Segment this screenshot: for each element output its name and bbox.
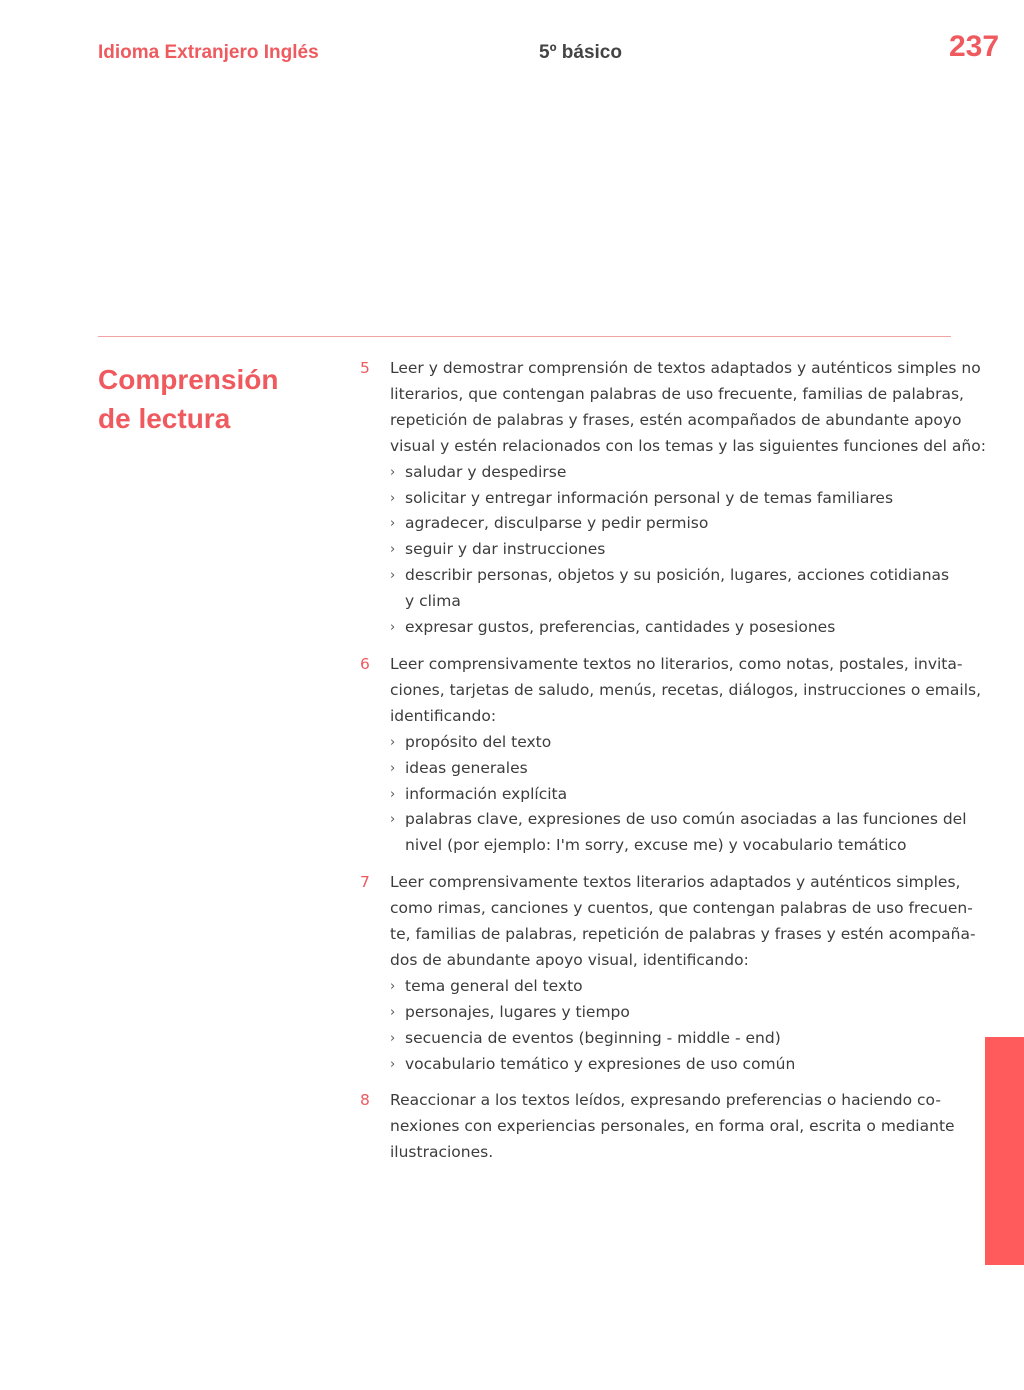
bullet-text-line: solicitar y entregar información personal y de temas familiares xyxy=(405,488,894,507)
objective-item xyxy=(360,356,986,641)
objective-item xyxy=(360,652,982,859)
bullet-text-line: secuencia de eventos (beginning - middle - end) xyxy=(405,1028,781,1047)
bullet-marker-icon: › xyxy=(390,1056,396,1072)
bullet-item xyxy=(390,1000,960,1026)
section-title-line: Comprensión xyxy=(98,364,279,395)
bullet-text-line: ideas generales xyxy=(405,758,528,777)
objective-text-line: Leer y demostrar comprensión de textos adaptados y auténticos simples no xyxy=(390,359,981,377)
objectives-list xyxy=(360,356,986,1177)
bullet-marker-icon: › xyxy=(390,734,396,750)
bullet-item xyxy=(390,460,960,486)
section-title-line: de lectura xyxy=(98,403,231,434)
bullet-item xyxy=(390,730,960,756)
bullet-text-line: personajes, lugares y tiempo xyxy=(405,1002,630,1021)
objective-number: 7 xyxy=(360,873,370,892)
page-number: 237 xyxy=(949,30,1000,63)
bullet-marker-icon: › xyxy=(390,490,396,506)
bullet-text-line: palabras clave, expresiones de uso común asociadas a las funciones del xyxy=(405,810,967,829)
bullet-item xyxy=(390,537,960,563)
side-tab-marker xyxy=(985,1037,1024,1265)
bullet-item xyxy=(390,563,960,615)
bullet-item xyxy=(390,486,960,512)
grade-label: 5º básico xyxy=(539,42,622,63)
bullet-marker-icon: › xyxy=(390,786,396,802)
bullet-item xyxy=(390,511,960,537)
objective-number: 8 xyxy=(360,1091,370,1110)
bullet-text-line: nivel (por ejemplo: I'm sorry, excuse me) y vocabulario temático xyxy=(405,836,907,855)
objective-text-line: Leer comprensivamente textos no literarios, como notas, postales, invita- xyxy=(390,654,963,673)
objective-text-line: visual y estén relacionados con los temas y las siguientes funciones del año: xyxy=(390,436,986,455)
bullet-marker-icon: › xyxy=(390,542,396,558)
bullet-text-line: tema general del texto xyxy=(405,976,583,995)
objective-text-line: dos de abundante apoyo visual, identificando: xyxy=(390,950,749,969)
objective-text-line: ilustraciones. xyxy=(390,1143,494,1162)
bullet-text-line: información explícita xyxy=(405,784,568,803)
objective-text-line: identificando: xyxy=(390,706,497,725)
bullet-item xyxy=(390,615,960,641)
bullet-marker-icon: › xyxy=(390,516,396,532)
bullet-text-line: describir personas, objetos y su posición, lugares, acciones cotidianas xyxy=(405,566,950,585)
bullet-item xyxy=(390,782,960,808)
objective-text-line: Reaccionar a los textos leídos, expresando preferencias o haciendo co- xyxy=(390,1091,941,1110)
objective-number: 5 xyxy=(360,359,370,377)
bullet-marker-icon: › xyxy=(390,568,396,584)
objective-text-line: ciones, tarjetas de saludo, menús, recetas, diálogos, instrucciones o emails, xyxy=(390,680,982,699)
bullet-item xyxy=(390,1052,960,1078)
objective-number: 6 xyxy=(360,654,370,673)
bullet-text-line: expresar gustos, preferencias, cantidades y posesiones xyxy=(405,618,836,637)
bullet-item xyxy=(390,1026,960,1052)
bullet-marker-icon: › xyxy=(390,1030,396,1046)
bullet-text-line: seguir y dar instrucciones xyxy=(405,540,606,559)
bullet-text-line: saludar y despedirse xyxy=(405,462,567,481)
subject-title: Idioma Extranjero Inglés xyxy=(98,42,319,63)
objective-text-line: Leer comprensivamente textos literarios adaptados y auténticos simples, xyxy=(390,873,961,892)
objective-text-line: te, familias de palabras, repetición de palabras y frases y estén acompaña- xyxy=(390,925,976,944)
bullet-item xyxy=(390,756,960,782)
bullet-text-line: y clima xyxy=(405,592,461,611)
bullet-item xyxy=(390,974,960,1000)
bullet-marker-icon: › xyxy=(390,812,396,828)
bullet-text-line: vocabulario temático y expresiones de uso común xyxy=(405,1054,796,1073)
bullet-marker-icon: › xyxy=(390,760,396,776)
section-title xyxy=(98,360,328,438)
objective-text-line: nexiones con experiencias personales, en forma oral, escrita o mediante xyxy=(390,1117,955,1136)
section-divider xyxy=(98,336,951,337)
objective-item xyxy=(360,1088,960,1166)
bullet-text-line: propósito del texto xyxy=(405,732,552,751)
bullet-marker-icon: › xyxy=(390,978,396,994)
bullet-text-line: agradecer, disculparse y pedir permiso xyxy=(405,514,709,533)
bullet-item xyxy=(390,807,967,859)
objective-text-line: repetición de palabras y frases, estén acompañados de abundante apoyo xyxy=(390,410,962,429)
objective-item xyxy=(360,870,976,1077)
bullet-marker-icon: › xyxy=(390,620,396,636)
bullet-marker-icon: › xyxy=(390,1004,396,1020)
bullet-marker-icon: › xyxy=(390,464,396,480)
objective-text-line: literarios, que contengan palabras de uso frecuente, familias de palabras, xyxy=(390,384,964,403)
objective-text-line: como rimas, canciones y cuentos, que contengan palabras de uso frecuen- xyxy=(390,899,973,918)
